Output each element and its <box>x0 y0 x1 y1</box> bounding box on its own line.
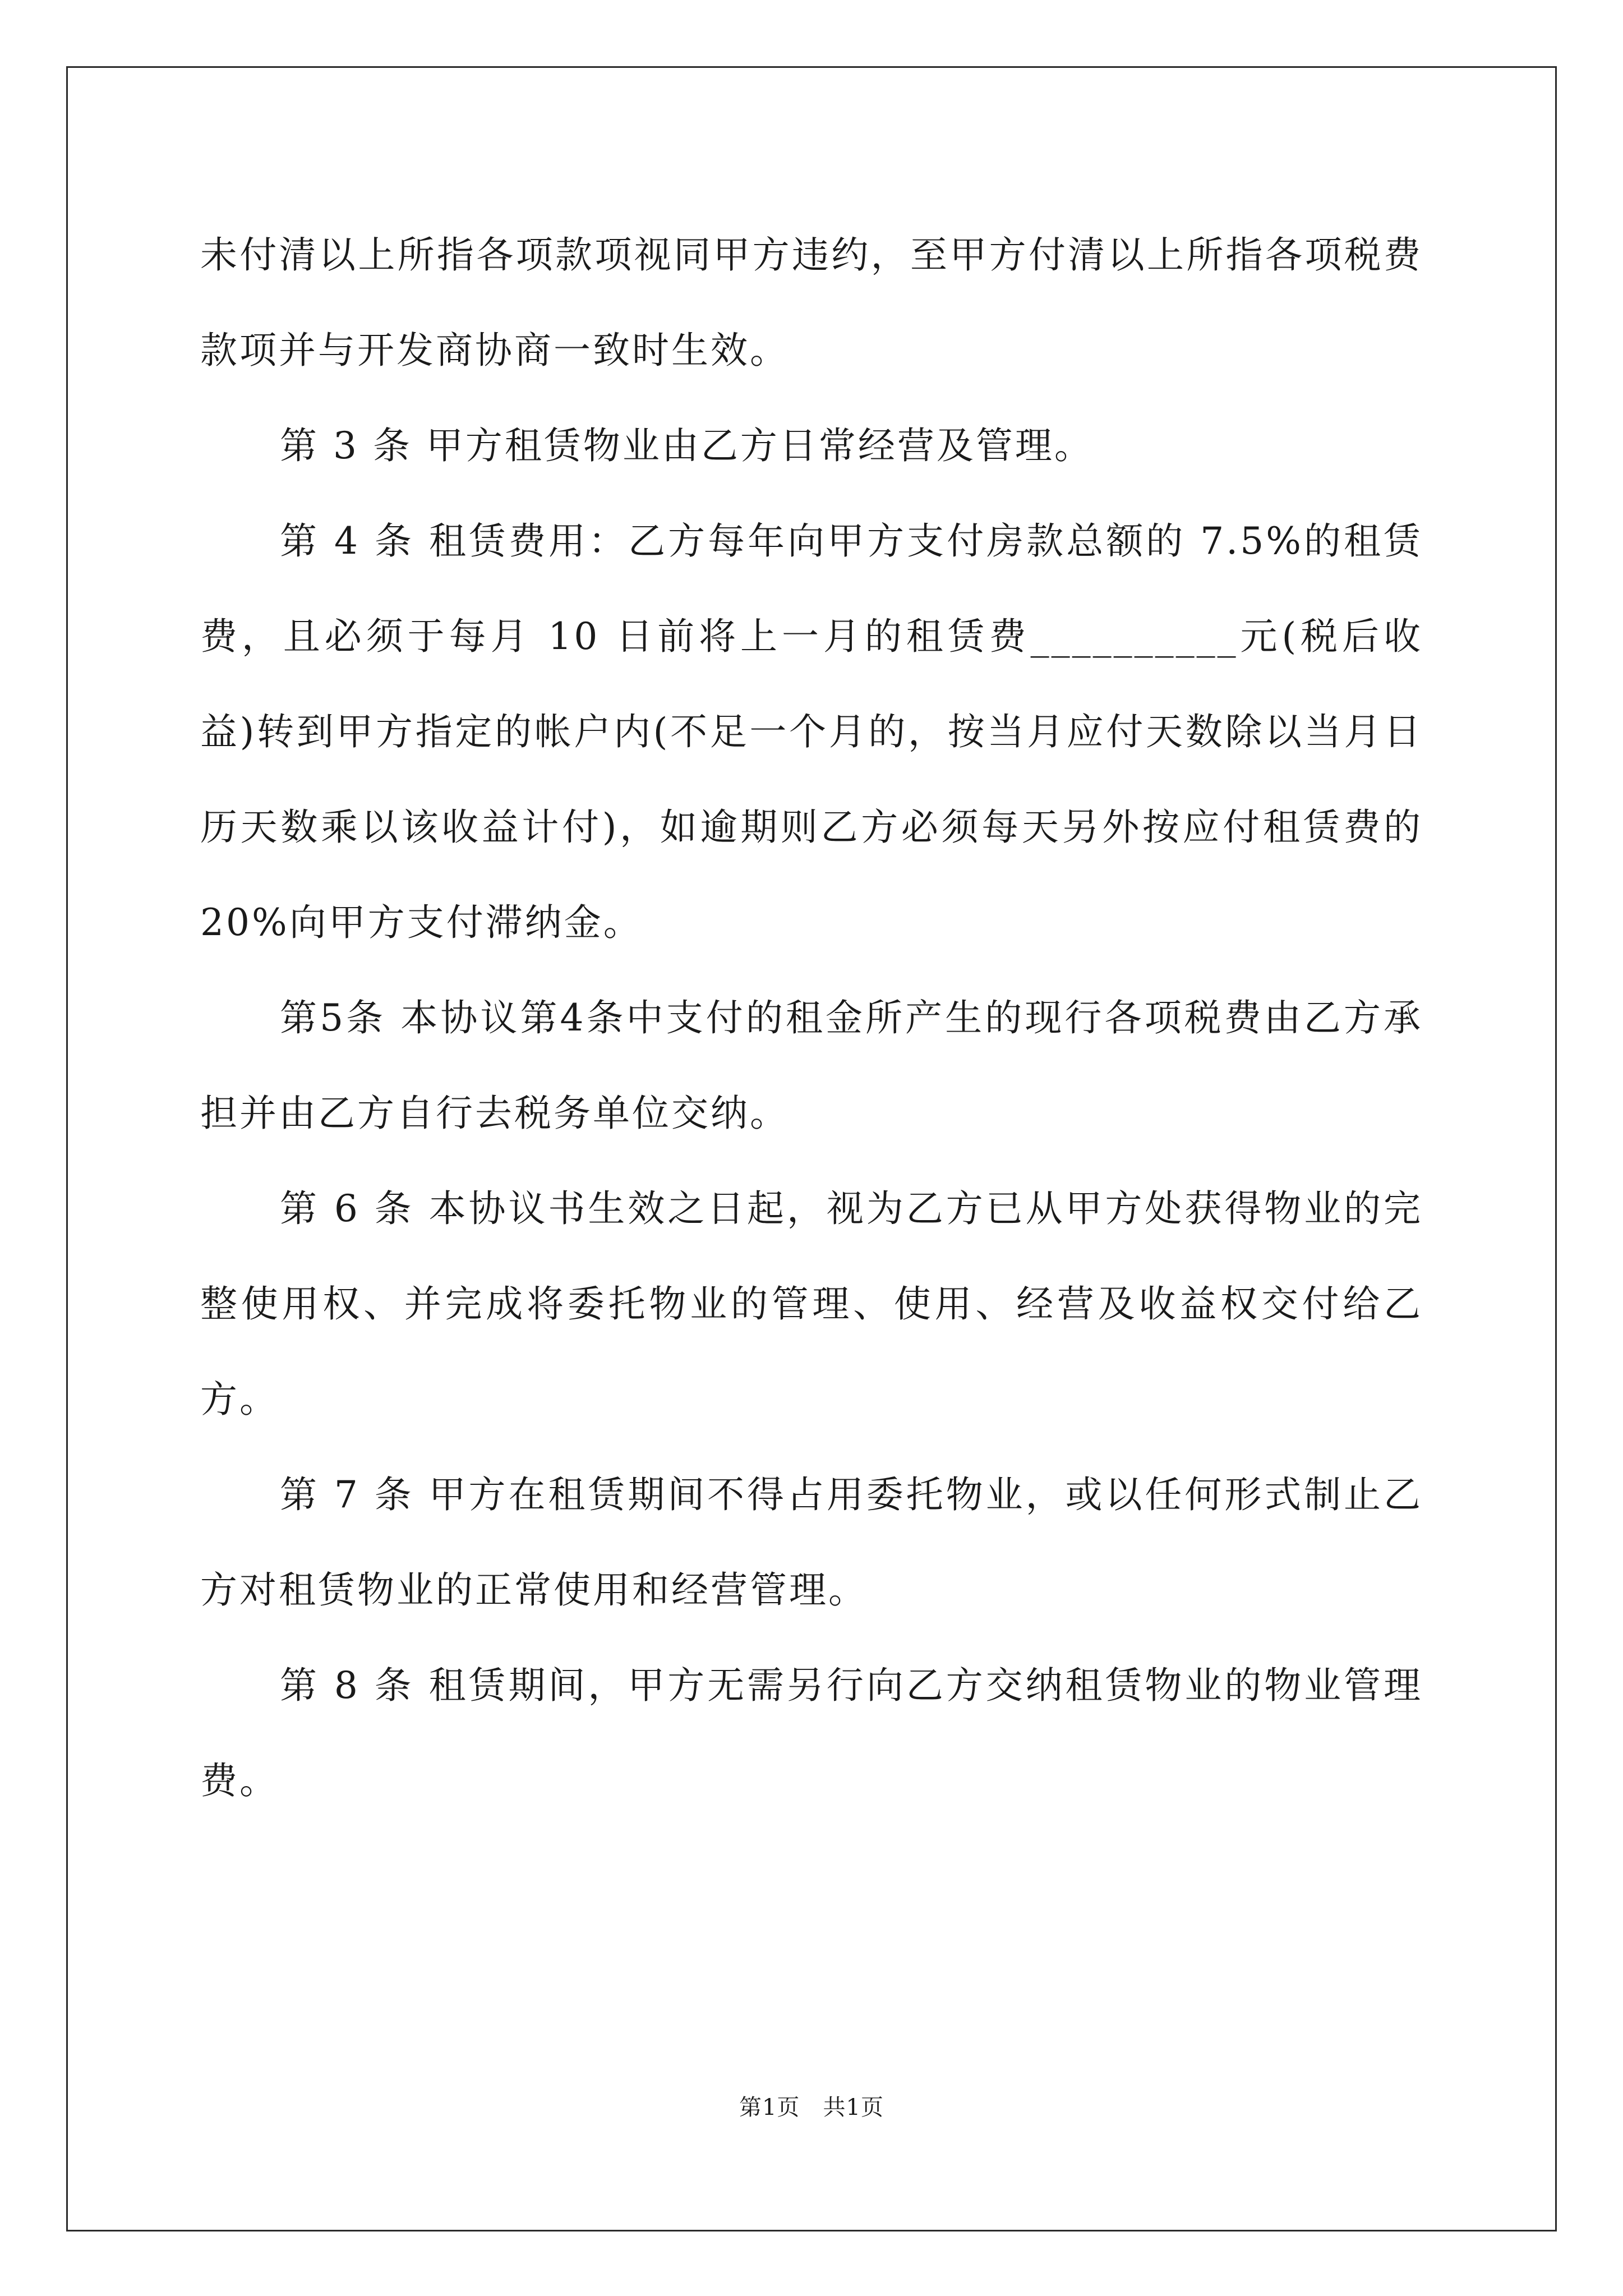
paragraph-article-5: 第5条 本协议第4条中支付的租金所产生的现行各项税费由乙方承担并由乙方自行去税务单位交纳。 <box>200 996 1423 1135</box>
document-body <box>200 208 1423 1829</box>
paragraph-article-8: 第 8 条 租赁期间，甲方无需另行向乙方交纳租赁物业的物业管理费。 <box>200 1664 1423 1802</box>
paragraph-continuation: 未付清以上所指各项款项视同甲方违约，至甲方付清以上所指各项税费款项并与开发商协商一致时生效。 <box>200 233 1423 372</box>
paragraph-article-4: 第 4 条 租赁费用：乙方每年向甲方支付房款总额的 7.5%的租赁费，且必须于每月 10 日前将上一月的租赁费__________元(税后收益)转到甲方指定的帐户内(不足一个月的，按当月应付天数除以当月日历天数乘以该收益计付)，如逾期则乙方必须每天另外按应付租赁费的20%向甲方支付滞纳金。 <box>200 519 1423 944</box>
paragraph-article-3: 第 3 条 甲方租赁物业由乙方日常经营及管理。 <box>280 424 1094 467</box>
page-footer: 第1页 共1页 <box>739 2095 884 2120</box>
paragraph-article-6: 第 6 条 本协议书生效之日起，视为乙方已从甲方处获得物业的完整使用权、并完成将委托物业的管理、使用、经营及收益权交付给乙方。 <box>200 1187 1423 1421</box>
paragraph-article-7: 第 7 条 甲方在租赁期间不得占用委托物业，或以任何形式制止乙方对租赁物业的正常使用和经营管理。 <box>200 1473 1423 1612</box>
